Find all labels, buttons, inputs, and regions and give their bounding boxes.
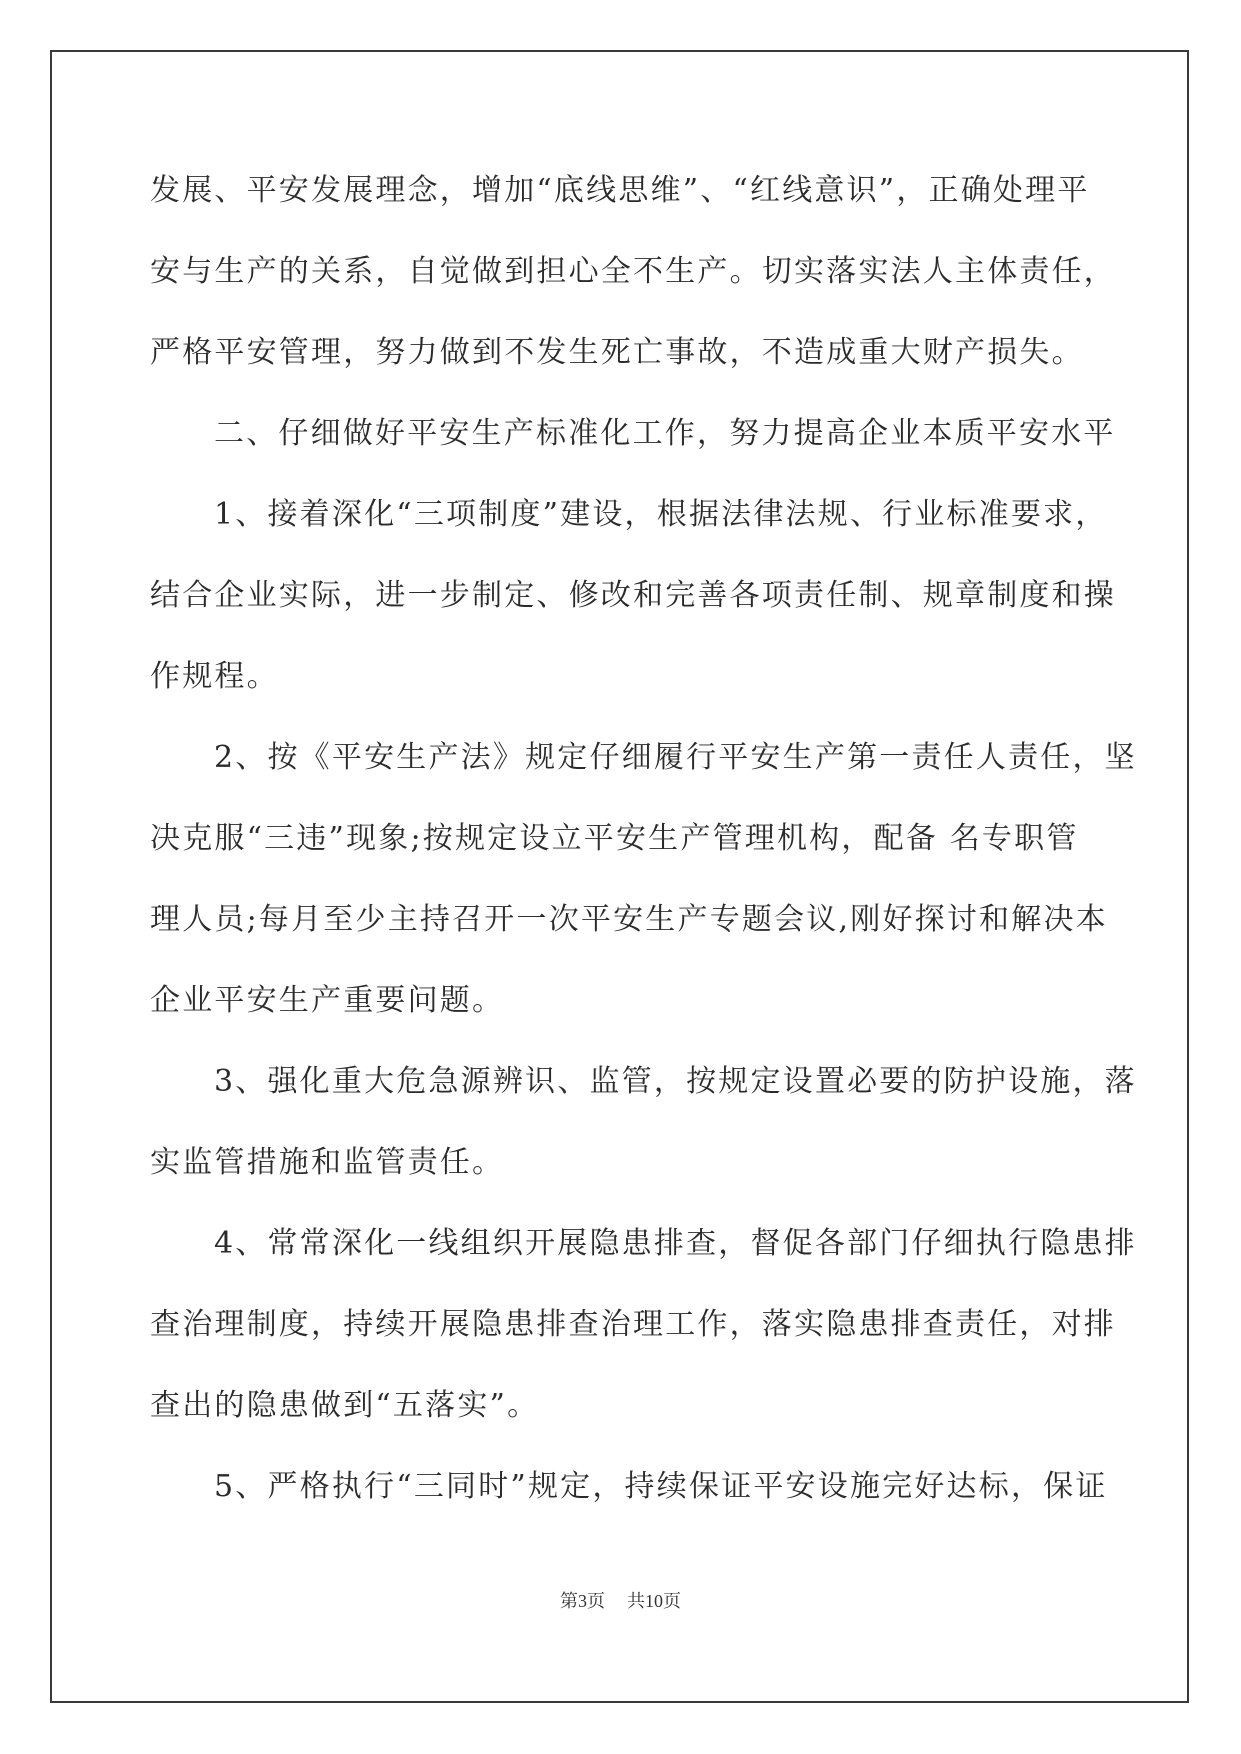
- page-footer: [0, 1587, 1241, 1613]
- page-total: 共10页: [627, 1591, 681, 1611]
- text-line: 作规程。: [150, 659, 279, 694]
- text-line: 2、按《平安生产法》规定仔细履行平安生产第一责任人责任，坚: [214, 740, 1137, 775]
- text-line: 决克服“三违”现象;按规定设立平安生产管理机构，配备 名专职管: [150, 821, 1079, 856]
- text-line: 理人员;每月至少主持召开一次平安生产专题会议,刚好探讨和解决本: [150, 902, 1108, 937]
- text-line: 发展、平安发展理念，增加“底线思维”、“红线意识”，正确处理平: [150, 173, 1090, 208]
- text-line: 严格平安管理，努力做到不发生死亡事故，不造成重大财产损失。: [150, 335, 1084, 370]
- text-line: 安与生产的关系，自觉做到担心全不生产。切实落实法人主体责任，: [150, 254, 1116, 289]
- text-line: 3、强化重大危急源辨识、监管，按规定设置必要的防护设施，落: [214, 1064, 1137, 1099]
- page-number: 第3页: [560, 1591, 605, 1611]
- text-line: 企业平安生产重要问题。: [150, 983, 505, 1018]
- text-line: 查出的隐患做到“五落实”。: [150, 1388, 540, 1423]
- text-line: 查治理制度，持续开展隐患排查治理工作，落实隐患排查责任，对排: [150, 1307, 1116, 1342]
- text-line: 实监管措施和监管责任。: [150, 1145, 505, 1180]
- section-heading: 二、仔细做好平安生产标准化工作，努力提高企业本质平安水平: [214, 416, 1116, 451]
- text-line: 结合企业实际，进一步制定、修改和完善各项责任制、规章制度和操: [150, 578, 1116, 613]
- text-line: 5、严格执行“三同时”规定，持续保证平安设施完好达标，保证: [214, 1469, 1108, 1504]
- document-body: [150, 150, 1137, 1527]
- text-line: 1、接着深化“三项制度”建设，根据法律法规、行业标准要求，: [214, 497, 1108, 532]
- text-line: 4、常常深化一线组织开展隐患排查，督促各部门仔细执行隐患排: [214, 1226, 1137, 1261]
